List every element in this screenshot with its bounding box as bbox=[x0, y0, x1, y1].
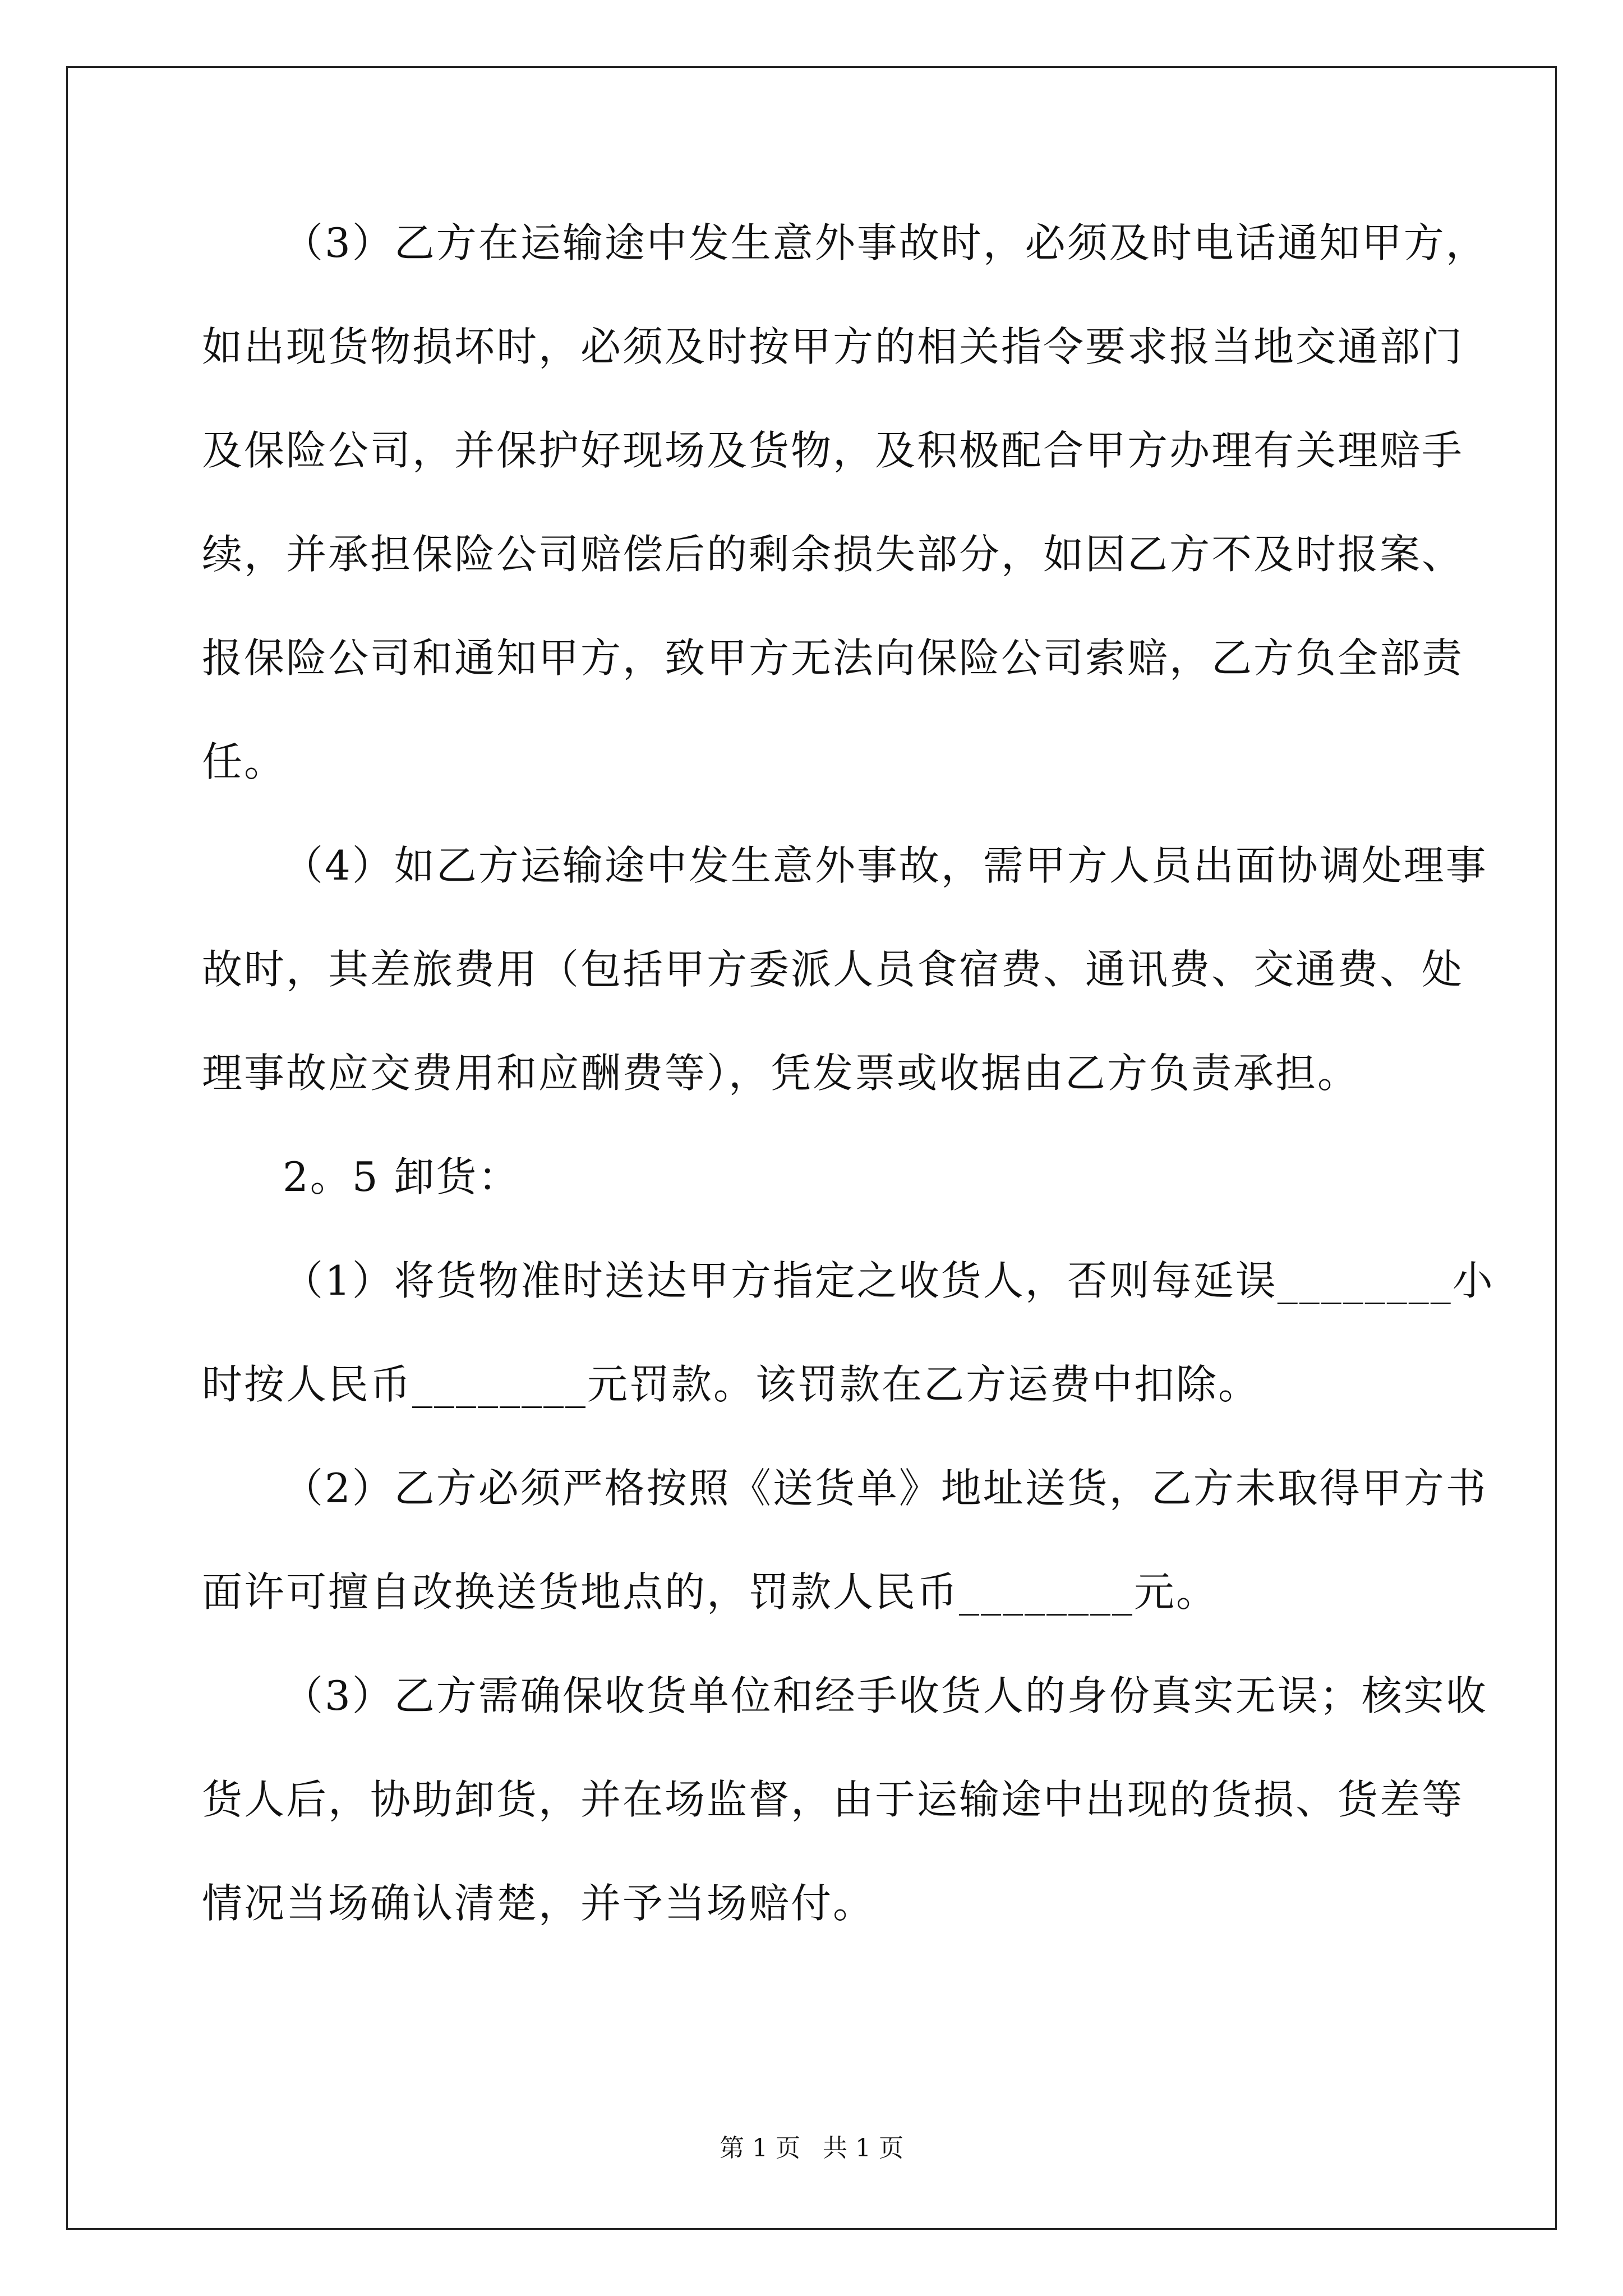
text-line: 情况当场确认清楚，并予当场赔付。 bbox=[202, 1880, 875, 1927]
document-body bbox=[202, 216, 1495, 1930]
text-line: 任。 bbox=[202, 738, 287, 785]
text-line: 货人后，协助卸货，并在场监督，由于运输途中出现的货损、货差等 bbox=[202, 1776, 1464, 1823]
section-heading: 2。5 卸货： bbox=[283, 1153, 520, 1200]
text-line: （3）乙方需确保收货单位和经手收货人的身份真实无误；核实收 bbox=[283, 1672, 1488, 1719]
page-total: 共 1 页 bbox=[823, 2134, 903, 2162]
text-line: 理事故应交费用和应酬费等），凭发票或收据由乙方负责承担。 bbox=[202, 1050, 1360, 1097]
page-number: 第 1 页 bbox=[720, 2134, 800, 2162]
text-line: 报保险公司和通知甲方，致甲方无法向保险公司索赔，乙方负全部责 bbox=[202, 634, 1464, 682]
text-line: （2）乙方必须严格按照《送货单》地址送货，乙方未取得甲方书 bbox=[283, 1465, 1488, 1512]
text-line: （3）乙方在运输途中发生意外事故时，必须及时电话通知甲方， bbox=[283, 219, 1488, 266]
text-line: 续，并承担保险公司赔偿后的剩余损失部分，如因乙方不及时报案、 bbox=[202, 531, 1464, 578]
text-line: 如出现货物损坏时，必须及时按甲方的相关指令要求报当地交通部门 bbox=[202, 323, 1464, 370]
text-line: 故时，其差旅费用（包括甲方委派人员食宿费、通讯费、交通费、处 bbox=[202, 946, 1464, 993]
text-line: 时按人民币________元罚款。该罚款在乙方运费中扣除。 bbox=[202, 1361, 1261, 1408]
page-footer bbox=[0, 2132, 1623, 2165]
text-line: （4）如乙方运输途中发生意外事故，需甲方人员出面协调处理事 bbox=[283, 842, 1488, 889]
text-line: （1）将货物准时送达甲方指定之收货人，否则每延误________小 bbox=[283, 1257, 1495, 1304]
text-line: 及保险公司，并保护好现场及货物，及积极配合甲方办理有关理赔手 bbox=[202, 427, 1464, 474]
text-line: 面许可擅自改换送货地点的，罚款人民币________元。 bbox=[202, 1568, 1219, 1616]
